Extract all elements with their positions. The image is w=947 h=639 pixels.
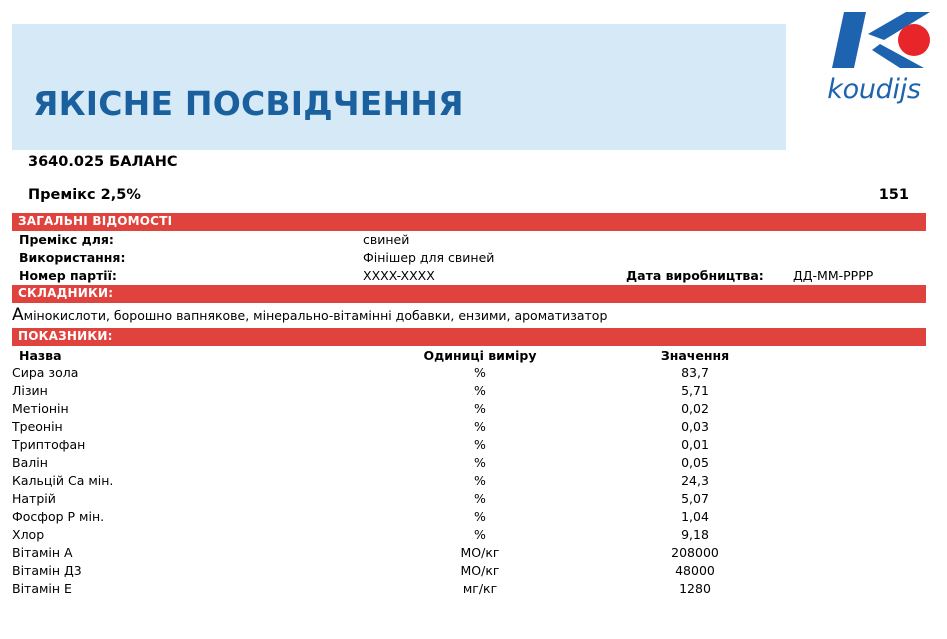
koudijs-logo: [818, 10, 930, 105]
cell-unit: %: [474, 509, 486, 524]
ingredients-rest: мінокислоти, борошно вапнякове, мінерально-вітамінні добавки, ензими, ароматизатор: [23, 308, 608, 323]
cell-value: 5,71: [681, 383, 709, 398]
cell-name: Кальцій Са мін.: [12, 473, 114, 488]
info-value-premix-for: свиней: [363, 232, 410, 247]
product-code: 3640.025 БАЛАНС: [28, 154, 178, 170]
table-row: [0, 562, 947, 580]
cell-unit: %: [474, 437, 486, 452]
table-row: [0, 580, 947, 598]
info-label-batch: Номер партії:: [19, 268, 117, 283]
info-label-premix-for: Премікс для:: [19, 232, 114, 247]
ingredients-first-letter: А: [12, 305, 24, 325]
cell-value: 1,04: [681, 509, 709, 524]
cell-name: Валін: [12, 455, 48, 470]
cell-name: Триптофан: [12, 437, 86, 452]
cell-value: 48000: [675, 563, 715, 578]
info-value-usage: Фінішер для свиней: [363, 250, 495, 265]
cell-unit: МО/кг: [460, 545, 500, 560]
cell-unit: %: [474, 419, 486, 434]
cell-unit: %: [474, 383, 486, 398]
cell-value: 0,01: [681, 437, 709, 452]
cell-value: 9,18: [681, 527, 709, 542]
info-value-batch: XXXX-XXXX: [363, 268, 435, 283]
table-row: [0, 490, 947, 508]
cell-name: Вітамін Е: [12, 581, 72, 596]
cell-unit: %: [474, 473, 486, 488]
table-row: [0, 472, 947, 490]
section-ingredients: [12, 285, 926, 303]
section-ingredients-label: СКЛАДНИКИ:: [18, 286, 114, 300]
section-indicators-label: ПОКАЗНИКИ:: [18, 329, 113, 343]
premix-type: Премікс 2,5%: [28, 187, 141, 203]
table-row: [0, 436, 947, 454]
cell-value: 24,3: [681, 473, 709, 488]
header-name: Назва: [19, 348, 62, 363]
cell-name: Фосфор Р мін.: [12, 509, 105, 524]
document-title: ЯКІСНЕ ПОСВІДЧЕННЯ: [33, 84, 464, 123]
logo-mark-icon: [826, 10, 930, 70]
logo-wordmark: koudijs: [827, 74, 921, 105]
table-row: [0, 544, 947, 562]
cell-value: 5,07: [681, 491, 709, 506]
product-number: 151: [878, 187, 909, 203]
table-row: [0, 400, 947, 418]
cell-value: 0,03: [681, 419, 709, 434]
ingredients-text: [12, 305, 607, 325]
cell-unit: %: [474, 401, 486, 416]
cell-value: 0,02: [681, 401, 709, 416]
cell-name: Натрій: [12, 491, 56, 506]
header-unit: Одиниці виміру: [423, 348, 537, 363]
cell-unit: %: [474, 527, 486, 542]
cell-unit: %: [474, 455, 486, 470]
table-row: [0, 508, 947, 526]
cell-name: Метіонін: [12, 401, 69, 416]
table-row: [0, 418, 947, 436]
cell-value: 1280: [679, 581, 711, 596]
section-general-label: ЗАГАЛЬНІ ВІДОМОСТІ: [18, 214, 173, 228]
info-label-usage: Використання:: [19, 250, 126, 265]
section-indicators: [12, 328, 926, 346]
table-row: [0, 382, 947, 400]
table-row: [0, 454, 947, 472]
cell-name: Лізин: [12, 383, 48, 398]
cell-value: 0,05: [681, 455, 709, 470]
header-value: Значення: [660, 348, 730, 363]
production-date-label: Дата виробництва:: [626, 268, 764, 283]
table-row: [0, 526, 947, 544]
cell-unit: %: [474, 365, 486, 380]
production-date-value: ДД-ММ-РРРР: [793, 268, 874, 283]
section-general: [12, 213, 926, 231]
cell-unit: МО/кг: [460, 563, 500, 578]
cell-value: 83,7: [681, 365, 709, 380]
cell-unit: %: [474, 491, 486, 506]
cell-name: Вітамін Д3: [12, 563, 82, 578]
cell-name: Хлор: [12, 527, 45, 542]
cell-name: Треонін: [12, 419, 63, 434]
table-row: [0, 364, 947, 382]
cell-value: 208000: [671, 545, 719, 560]
cell-unit: мг/кг: [462, 581, 498, 596]
cell-name: Вітамін А: [12, 545, 73, 560]
cell-name: Сира зола: [12, 365, 79, 380]
